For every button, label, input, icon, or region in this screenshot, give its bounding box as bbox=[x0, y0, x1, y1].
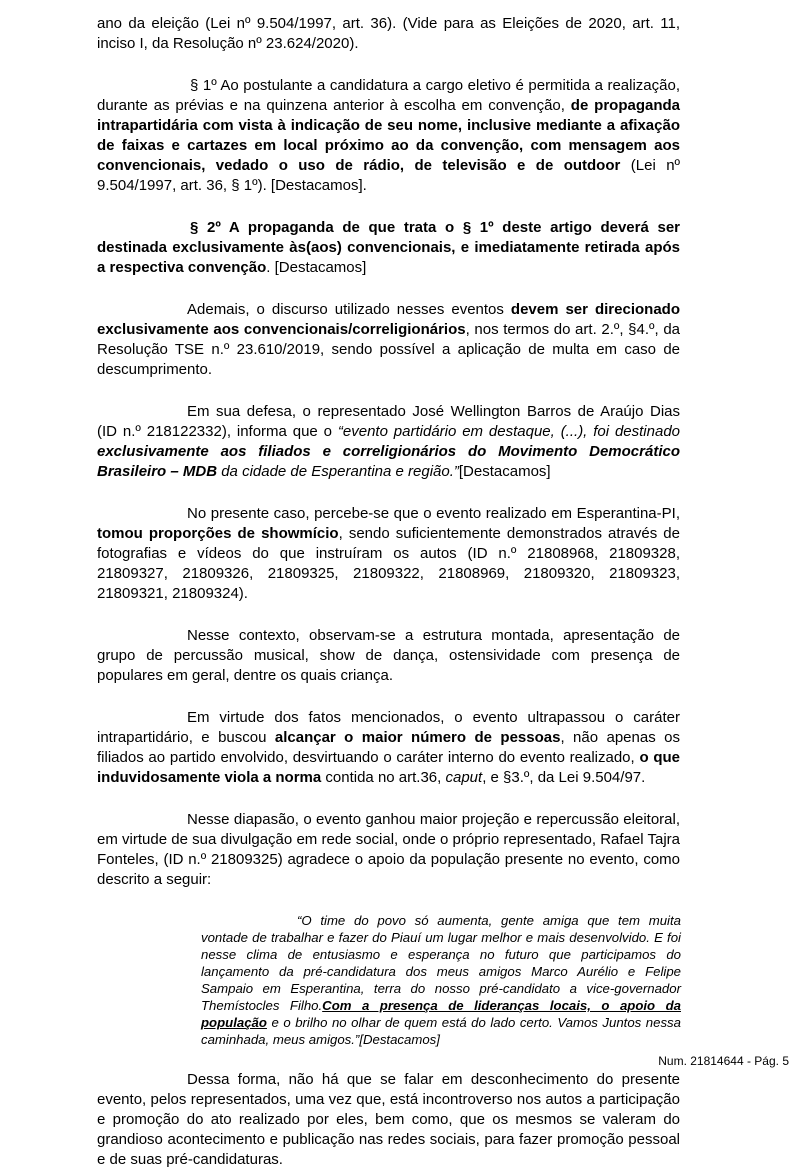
quote-text-run: “O time do povo só aumenta, gente amiga que tem muita vontade de trabalhar e fazer do Piauí um lugar melhor e mais desenvolvido. E foi nesse clima de entusiasmo e esperança no futuro que participamos do lançamento da pré-candidatura dos meus amigos Marco Aurélio e Felipe Sampaio em Esperantina, terra do nosso pré-candidato a vice-governador Themístocles Filho. bbox=[201, 913, 681, 1013]
text-run: , sendo suficientemente demonstrados através de fotografias e vídeos do que instruíram os autos (ID n.º 21808968, 21809328, 21809327, 21809326, 21809325, 21809322, 21808969, 21809320, 21809323, 21809321, 21809324). bbox=[97, 525, 680, 602]
paragraph-context bbox=[97, 626, 680, 686]
text-run: ano da eleição (Lei nº 9.504/1997, art. 36). (Vide para as Eleições de 2020, art. 11, inciso I, da Resolução nº 23.624/2020). bbox=[97, 15, 680, 52]
text-run: , e §3.º, da Lei 9.504/97. bbox=[482, 769, 646, 786]
paragraph-defense bbox=[97, 402, 680, 482]
text-run: Ademais, o discurso utilizado nesses eventos bbox=[187, 301, 511, 318]
italic-text-run: “evento partidário em destaque, (...), foi destinado bbox=[337, 423, 681, 440]
text-run: , não apenas os filiados ao partido envolvido, desvirtuando o caráter interno do evento realizado, bbox=[97, 729, 680, 766]
text-run: , nos termos do art. 2.º, §4.º, da Resolução TSE n.º 23.610/2019, sendo possível a aplicação de multa em caso de descumprimento. bbox=[97, 321, 681, 378]
bold-text-run: tomou proporções de showmício bbox=[97, 525, 339, 542]
bold-text-run: o que induvidosamente viola a norma bbox=[97, 749, 681, 786]
bold-text-run: de propaganda intrapartidária com vista à indicação de seu nome, inclusive mediante a afixação de faixas e cartazes em local próximo ao da convenção, com mensagem aos convencionais, vedado o uso de rádio, de televisão e de outdoor bbox=[97, 97, 680, 174]
text-run: . [Destacamos] bbox=[266, 259, 367, 276]
text-run: Nesse diapasão, o evento ganhou maior projeção e repercussão eleitoral, em virtude de sua divulgação em rede social, onde o próprio representado, Rafael Tajra Fonteles, (ID n.º 21809325) agradece o apoio da população presente no evento, como descrito a seguir: bbox=[97, 811, 680, 888]
paragraph-section-2 bbox=[97, 218, 680, 278]
italic-text-run: da cidade de Esperantina e região.” bbox=[217, 463, 459, 480]
text-run: Dessa forma, não há que se falar em desconhecimento do presente evento, pelos representados, uma vez que, está incontroverso nos autos a participação e promoção do ato realizado por eles, bem como, que os mesmos se valeram do grandioso acontecimento e publicação nas redes sociais, para fazer promoção pessoal e de suas pré-candidaturas. bbox=[97, 1071, 680, 1168]
bold-italic-text-run: exclusivamente aos filiados e correligionários do Movimento Democrático Brasileiro – MDB bbox=[97, 443, 680, 480]
text-run: § 1º Ao postulante a candidatura a cargo eletivo é permitida a realização, durante as prévias e na quinzena anterior à escolha em convenção, bbox=[97, 77, 680, 114]
bold-text-run: alcançar o maior número de pessoas bbox=[274, 729, 561, 746]
document-body bbox=[97, 14, 680, 1170]
underlined-quote-text-run: Com a presença de lideranças locais, o apoio da população bbox=[201, 998, 681, 1030]
text-run: (Lei nº 9.504/1997, art. 36, § 1º). [Destacamos]. bbox=[97, 157, 681, 194]
text-run: Em virtude dos fatos mencionados, o evento ultrapassou o caráter intrapartidário, e buscou bbox=[97, 709, 680, 746]
text-run: [Destacamos] bbox=[458, 463, 551, 480]
paragraph-facts bbox=[97, 708, 680, 788]
paragraph-social-media bbox=[97, 810, 680, 890]
paragraph-section-1 bbox=[97, 76, 680, 196]
text-run: Em sua defesa, o representado José Wellington Barros de Araújo Dias (ID n.º 218122332), informa que o bbox=[97, 403, 680, 440]
text-run: contida no art.36, bbox=[321, 769, 446, 786]
page-footer-number: Num. 21814644 - Pág. 5 bbox=[658, 1054, 789, 1068]
paragraph-showmicio bbox=[97, 504, 680, 604]
block-quote bbox=[201, 912, 681, 1048]
paragraph-law-citation-continued bbox=[97, 14, 680, 54]
paragraph-speech-direction bbox=[97, 300, 680, 380]
bold-text-run: § 2º A propaganda de que trata o § 1º deste artigo deverá ser destinada exclusivamente às(aos) convencionais, e imediatamente retirada após a respectiva convenção bbox=[97, 219, 680, 276]
quote-text-run: e o brilho no olhar de quem está do lado certo. Vamos Juntos nessa caminhada, meus amigos.”[Destacamos] bbox=[201, 1015, 681, 1047]
italic-text-run: caput bbox=[445, 769, 483, 786]
text-run: Nesse contexto, observam-se a estrutura montada, apresentação de grupo de percussão musical, show de dança, ostensividade com presença de populares em geral, dentre os quais criança. bbox=[97, 627, 680, 684]
bold-text-run: devem ser direcionado exclusivamente aos convencionais/correligionários bbox=[97, 301, 680, 338]
text-run: No presente caso, percebe-se que o evento realizado em Esperantina-PI, bbox=[187, 505, 680, 522]
paragraph-conclusion bbox=[97, 1070, 680, 1170]
